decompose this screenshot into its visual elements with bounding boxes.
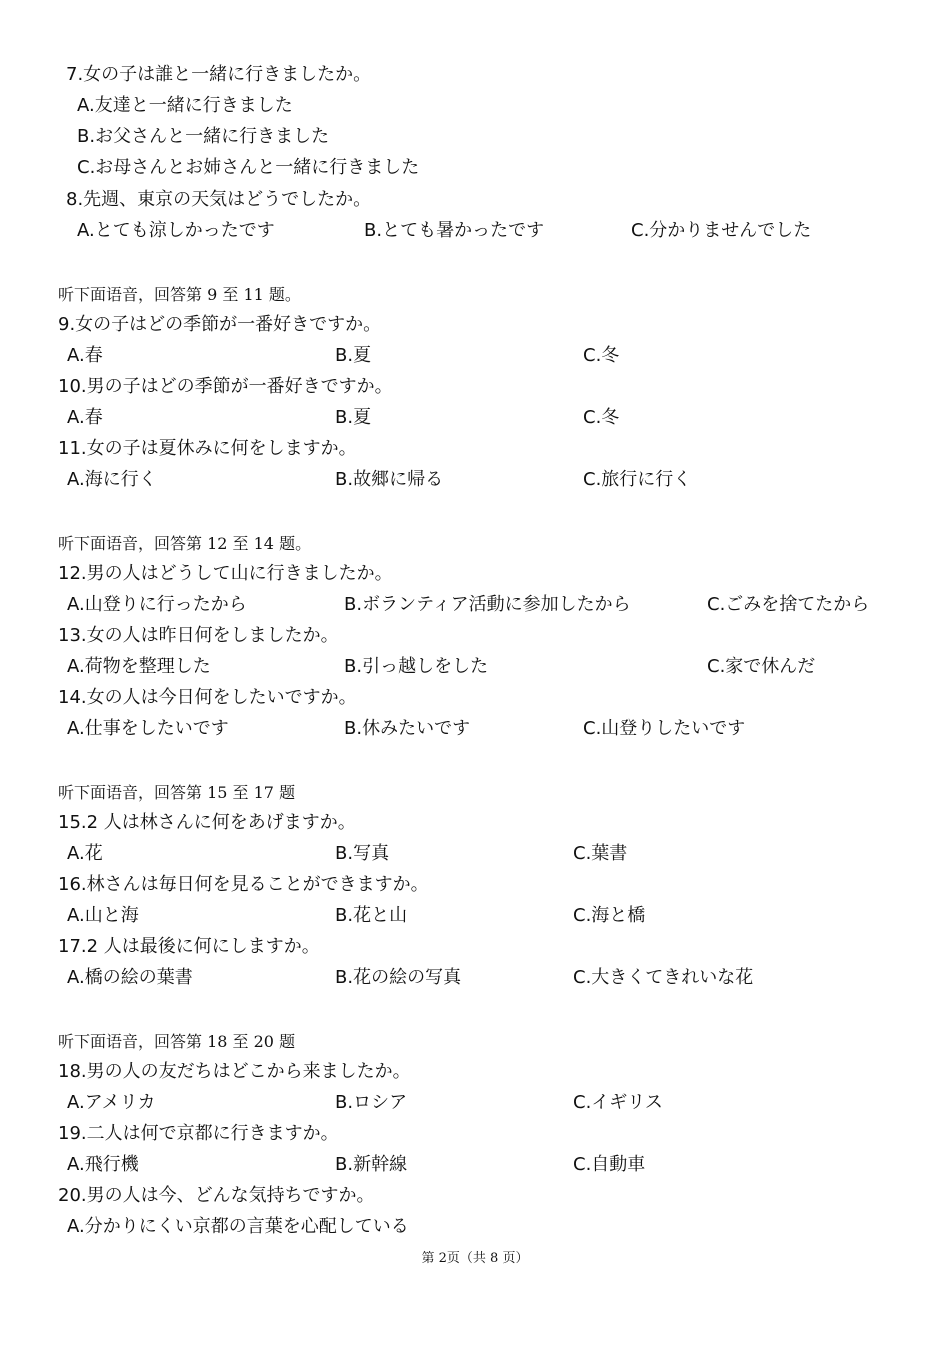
option-12a: A.山登りに行ったから — [67, 594, 247, 615]
option-10b: B.夏 — [335, 407, 372, 428]
option-12b: B.ボランティア活動に参加したから — [344, 594, 631, 615]
question-9: 9.女の子はどの季節が一番好きですか。 — [58, 314, 382, 335]
option-17a: A.橋の絵の葉書 — [67, 967, 193, 988]
option-16b: B.花と山 — [335, 905, 408, 926]
option-16a: A.山と海 — [67, 905, 139, 926]
question-13: 13.女の人は昨日何をしましたか。 — [58, 625, 339, 646]
option-17b: B.花の絵の写真 — [335, 967, 462, 988]
option-17c: C.大きくてきれいな花 — [573, 967, 754, 988]
question-17: 17.2 人は最後に何にしますか。 — [58, 936, 320, 957]
option-16c: C.海と橋 — [573, 905, 646, 926]
option-15a: A.花 — [67, 843, 103, 864]
option-19c: C.自動車 — [573, 1154, 646, 1175]
question-19: 19.二人は何で京都に行きますか。 — [58, 1123, 339, 1144]
option-7a: A.友達と一緒に行きました — [77, 95, 293, 116]
option-7c: C.お母さんとお姉さんと一緒に行きました — [77, 157, 420, 178]
option-11c: C.旅行に行く — [583, 469, 692, 490]
option-13c: C.家で休んだ — [707, 656, 816, 677]
question-12: 12.男の人はどうして山に行きましたか。 — [58, 563, 393, 584]
option-15b: B.写真 — [335, 843, 390, 864]
section-heading-12-14: 听下面语音，回答第 12 至 14 题。 — [58, 534, 312, 553]
question-7: 7.女の子は誰と一緒に行きましたか。 — [66, 64, 372, 85]
option-18b: B.ロシア — [335, 1092, 408, 1113]
option-8a: A.とても涼しかったです — [77, 220, 275, 241]
option-12c: C.ごみを捨てたから — [707, 594, 870, 615]
question-8: 8.先週、東京の天気はどうでしたか。 — [66, 189, 372, 210]
option-8b: B.とても暑かったです — [364, 220, 545, 241]
option-19a: A.飛行機 — [67, 1154, 139, 1175]
option-14c: C.山登りしたいです — [583, 718, 746, 739]
section-heading-9-11: 听下面语音，回答第 9 至 11 题。 — [58, 285, 301, 304]
question-11: 11.女の子は夏休みに何をしますか。 — [58, 438, 357, 459]
option-9c: C.冬 — [583, 345, 620, 366]
option-7b: B.お父さんと一緒に行きました — [77, 126, 330, 147]
section-heading-18-20: 听下面语音，回答第 18 至 20 题 — [58, 1032, 296, 1051]
question-20: 20.男の人は今、どんな気持ちですか。 — [58, 1185, 375, 1206]
option-15c: C.葉書 — [573, 843, 628, 864]
option-14b: B.休みたいです — [344, 718, 471, 739]
option-11b: B.故郷に帰る — [335, 469, 444, 490]
question-10: 10.男の子はどの季節が一番好きですか。 — [58, 376, 393, 397]
option-9a: A.春 — [67, 345, 103, 366]
option-20a: A.分かりにくい京都の言葉を心配している — [67, 1216, 409, 1237]
question-15: 15.2 人は林さんに何をあげますか。 — [58, 812, 356, 833]
option-8c: C.分かりませんでした — [631, 220, 812, 241]
option-13a: A.荷物を整理した — [67, 656, 211, 677]
option-11a: A.海に行く — [67, 469, 157, 490]
question-14: 14.女の人は今日何をしたいですか。 — [58, 687, 357, 708]
option-19b: B.新幹線 — [335, 1154, 408, 1175]
section-heading-15-17: 听下面语音，回答第 15 至 17 题 — [58, 783, 296, 802]
option-14a: A.仕事をしたいです — [67, 718, 229, 739]
option-13b: B.引っ越しをした — [344, 656, 489, 677]
option-10c: C.冬 — [583, 407, 620, 428]
option-9b: B.夏 — [335, 345, 372, 366]
page-footer: 第 2页（共 8 页） — [421, 1251, 529, 1266]
question-18: 18.男の人の友だちはどこから来ましたか。 — [58, 1061, 411, 1082]
question-16: 16.林さんは毎日何を見ることができますか。 — [58, 874, 429, 895]
option-18c: C.イギリス — [573, 1092, 663, 1113]
option-18a: A.アメリカ — [67, 1092, 156, 1113]
option-10a: A.春 — [67, 407, 103, 428]
